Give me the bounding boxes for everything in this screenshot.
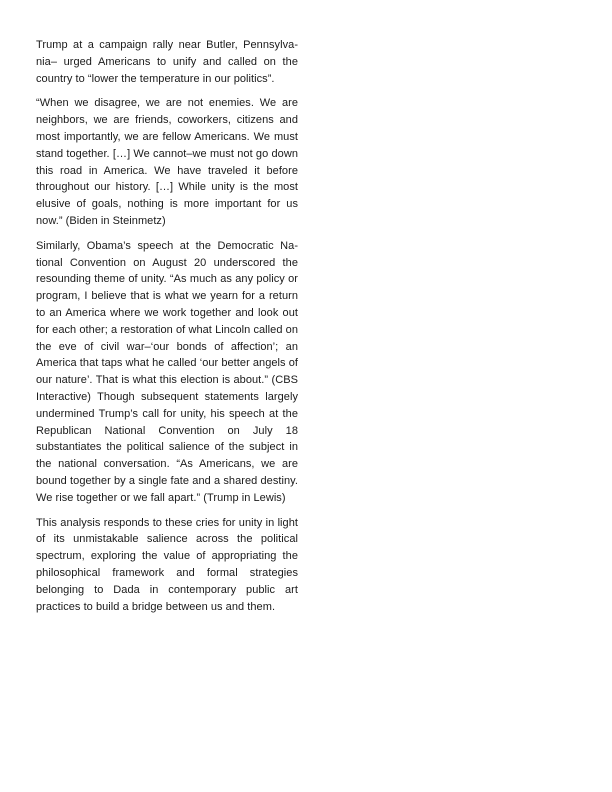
paragraph-analysis-dada: This analysis responds to these cries for unity in light of its unmistakable salience across the political spectrum, exploring the value of appropriating the philosophical framework and formal strategies belonging to Dada in contemporary public art practices to build a bridge between us and them.	[36, 516, 298, 613]
paragraph-trump-rally: Trump at a campaign rally near Butler, Pennsylvania– urged Americans to unify and called on the country to “lower the temperature in our politics”.	[36, 39, 298, 85]
paragraph-biden-quote: “When we disagree, we are not enemies. We are neighbors, we are friends, coworkers, citizens and most importantly, we are fellow Americans. We must stand together. […] We cannot–we must not go down this road in America. We have traveled it before throughout our history. […] While unity is the most elusive of goals, nothing is more important for us now.” (Biden in Steinmetz)	[36, 97, 298, 227]
body-text-column	[36, 37, 298, 623]
paragraph-obama-trump-conventions: Similarly, Obama’s speech at the Democratic National Convention on August 20 underscored the resounding theme of unity. “As much as any policy or program, I believe that is what we yearn for a return to an America where we work together and look out for each other; a restoration of what Lincoln called on the eve of civil war–‘our bonds of affection’; an America that taps what he called ‘our better angels of our nature’. That is what this election is about.” (CBS Interactive) Though subsequent statements largely undermined Trump’s call for unity, his speech at the Republican National Convention on July 18 substantiates the political salience of the subject in the national conversation. “As Americans, we are bound together by a single fate and a shared destiny. We rise together or we fall apart.” (Trump in Lewis)	[36, 239, 298, 504]
